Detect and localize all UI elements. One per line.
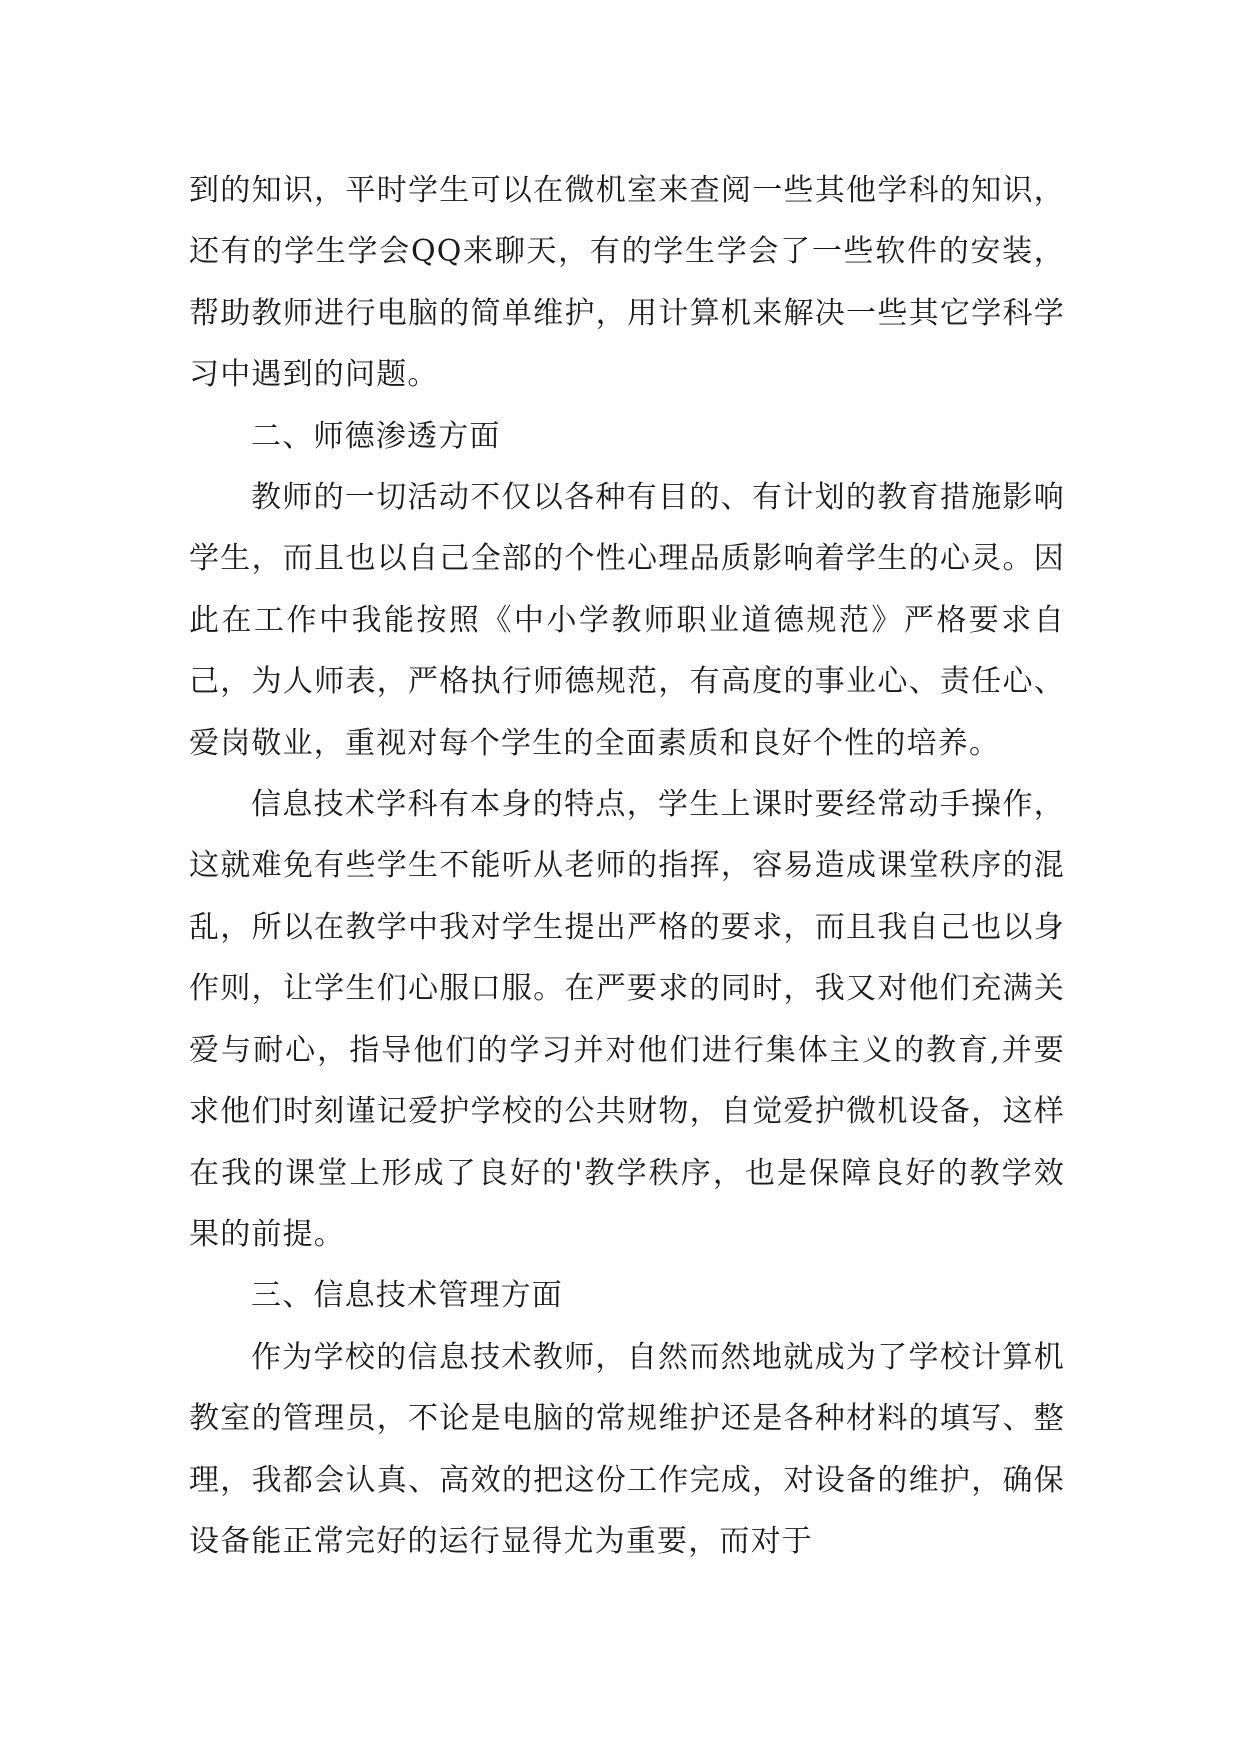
- paragraph-teacher-ethics: 教师的一切活动不仅以各种有目的、有计划的教育措施影响学生，而且也以自己全部的个性心理品质影响着学生的心灵。因此在工作中我能按照《中小学教师职业道德规范》严格要求自己，为人师表，严格执行师德规范，有高度的事业心、责任心、爱岗敬业，重视对每个学生的全面素质和良好个性的培养。: [189, 480, 1065, 761]
- paragraph-it-management: 作为学校的信息技术教师，自然而然地就成为了学校计算机教室的管理员，不论是电脑的常规维护还是各种材料的填写、整理，我都会认真、高效的把这份工作完成，对设备的维护，确保设备能正常完好的运行显得尤为重要，而对于: [189, 1339, 1065, 1559]
- document-body: [189, 160, 1065, 1572]
- paragraph-classroom-discipline: 信息技术学科有本身的特点，学生上课时要经常动手操作，这就难免有些学生不能听从老师的指挥，容易造成课堂秩序的混乱，所以在教学中我对学生提出严格的要求，而且我自己也以身作则，让学生们心服口服。在严要求的同时，我又对他们充满关爱与耐心，指导他们的学习并对他们进行集体主义的教育,并要求他们时刻谨记爱护学校的公共财物，自觉爱护微机设备，这样在我的课堂上形成了良好的'教学秩序，也是保障良好的教学效果的前提。: [189, 787, 1065, 1252]
- paragraph-continuation: 到的知识，平时学生可以在微机室来查阅一些其他学科的知识，还有的学生学会QQ来聊天，有的学生学会了一些软件的安装，帮助教师进行电脑的简单维护，用计算机来解决一些其它学科学习中遇到的问题。: [189, 173, 1065, 393]
- section-heading-teacher-ethics: 二、师德渗透方面: [251, 418, 501, 454]
- section-heading-it-management: 三、信息技术管理方面: [251, 1278, 563, 1314]
